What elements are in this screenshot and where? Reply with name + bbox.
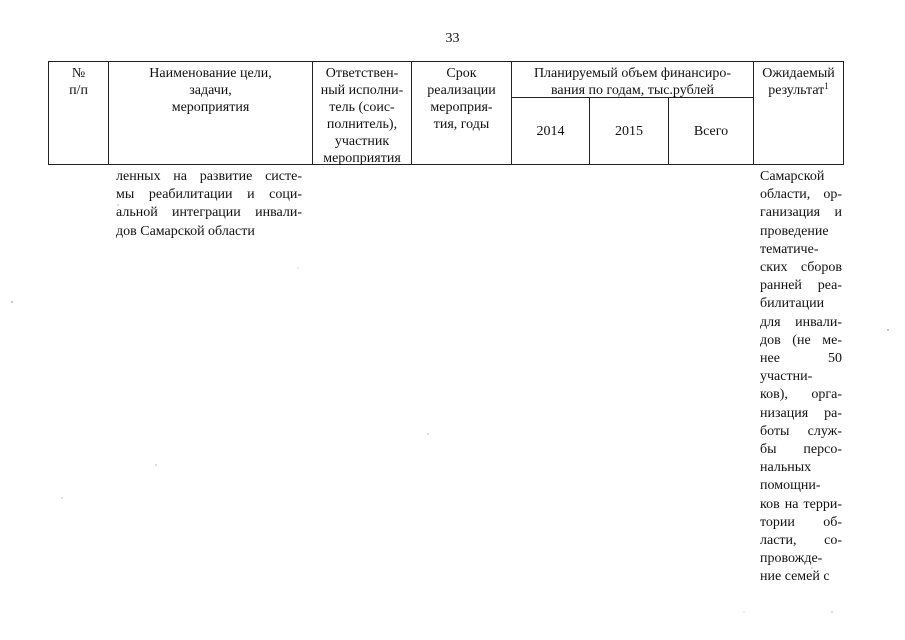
expected-result-line: проведение	[760, 223, 829, 239]
expected-result-line: для инвали-	[760, 314, 842, 330]
page-number: 33	[445, 31, 460, 46]
measure-name-line: ленных на развитие систе-	[116, 169, 302, 184]
expected-result-line: ских сборов	[760, 260, 842, 276]
expected-result-line: ласти, со-	[760, 533, 842, 549]
expected-result-line: ков), орга-	[760, 387, 842, 403]
expected-result-line: бы персо-	[760, 442, 842, 458]
expected-result-line: нее 50	[760, 351, 842, 367]
expected-result-line: ние семей с	[760, 569, 830, 585]
expected-result-line: Самарской	[760, 169, 825, 184]
expected-result-line: области, ор-	[760, 187, 842, 203]
expected-result-line: нальных	[760, 460, 812, 476]
expected-result-line: провожде-	[760, 551, 823, 567]
measure-name-line: дов Самарской области	[116, 223, 255, 239]
header-result-label: Ожидаемый результат	[762, 66, 835, 98]
expected-result-line: помощни-	[760, 478, 821, 494]
header-year-2015: 2015	[615, 124, 643, 139]
header-name: Наименование цели, задачи, мероприятия	[149, 66, 272, 115]
expected-result-line: билитации	[760, 296, 825, 312]
footnote-marker: 1	[824, 81, 829, 91]
header-responsible: Ответствен- ный исполни- тель (соис- полнитель), участник мероприятия	[320, 66, 404, 166]
header-year-2014: 2014	[536, 124, 565, 139]
expected-result-line: ранней реа-	[760, 278, 842, 294]
expected-result-line: ганизация и	[760, 205, 842, 221]
header-term: Срок реализации мероприя- тия, годы	[427, 66, 496, 132]
header-total: Всего	[693, 124, 729, 139]
measure-name-line: мы реабилитации и соци-	[116, 187, 302, 203]
expected-result-line: ков на терри-	[760, 496, 842, 512]
expected-result-line: участни-	[760, 369, 813, 385]
header-financing: Планируемый объем финансиро- вания по годам, тыс.рублей	[533, 66, 732, 98]
header-number: № п/п	[69, 66, 88, 98]
expected-result-line: тематиче-	[760, 241, 819, 257]
expected-result-line: низация ра-	[760, 405, 842, 421]
expected-result-line: боты служ-	[760, 423, 842, 439]
expected-result-line: дов (не ме-	[760, 332, 842, 348]
measure-name-line: альной интеграции инвали-	[116, 205, 302, 221]
expected-result-line: тории об-	[760, 514, 842, 530]
